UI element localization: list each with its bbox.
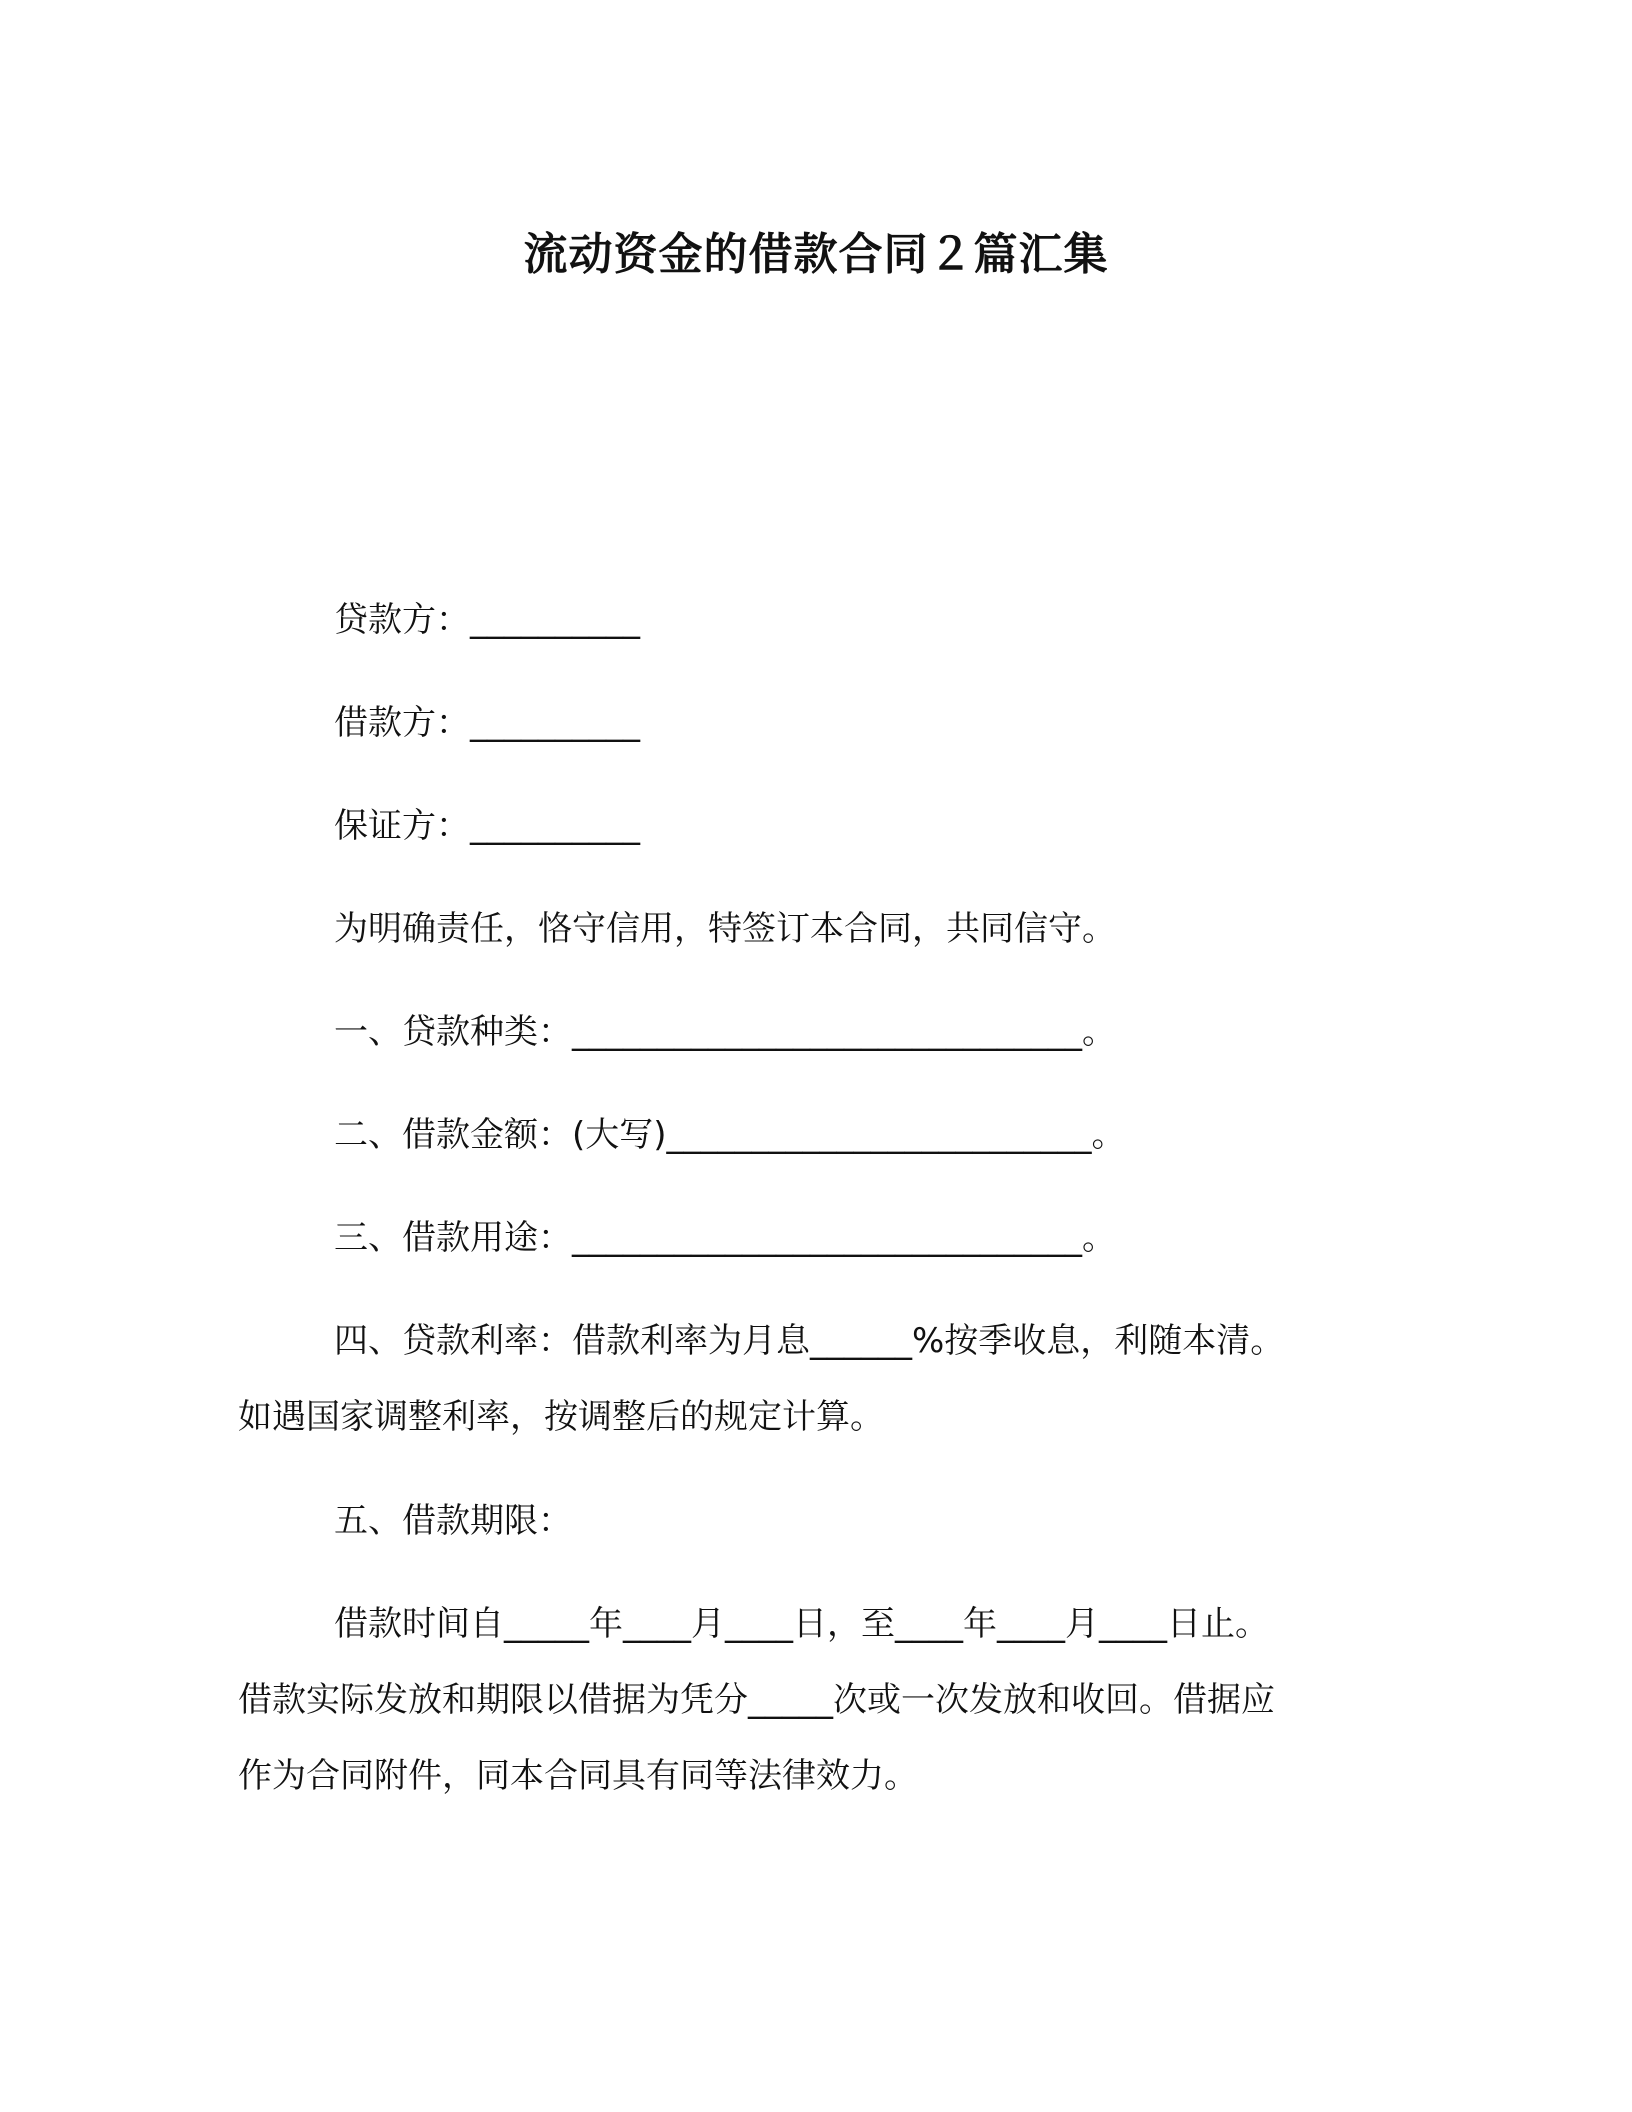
clause-loan-type: 一、贷款种类：______________________________。	[334, 1012, 1116, 1052]
interest-rate-line-2: 如遇国家调整利率，按调整后的规定计算。	[238, 1397, 884, 1437]
term-line-2: 借款实际发放和期限以借据为凭分_____次或一次发放和收回。借据应	[238, 1680, 1275, 1720]
clause-loan-purpose: 三、借款用途：______________________________。	[334, 1218, 1116, 1258]
clause-interest-rate	[238, 1311, 1398, 1463]
borrower-line: 借款方：__________	[334, 703, 640, 743]
clause-term-body	[238, 1594, 1398, 1822]
guarantor-line: 保证方：__________	[334, 806, 640, 846]
preamble-line: 为明确责任，恪守信用，特签订本合同，共同信守。	[334, 909, 1116, 949]
clause-term-heading: 五、借款期限：	[334, 1501, 572, 1541]
lender-line: 贷款方：__________	[334, 600, 640, 640]
term-line-3: 作为合同附件，同本合同具有同等法律效力。	[238, 1756, 918, 1796]
page-title: 流动资金的借款合同２篇汇集	[523, 229, 1109, 280]
interest-rate-line-1: 四、贷款利率：借款利率为月息______%按季收息，利随本清。	[334, 1321, 1285, 1361]
term-line-1: 借款时间自_____年____月____日，至____年____月____日止。	[334, 1604, 1269, 1644]
document-body	[238, 590, 1398, 1850]
clause-loan-amount: 二、借款金额：(大写)_________________________。	[334, 1115, 1126, 1155]
